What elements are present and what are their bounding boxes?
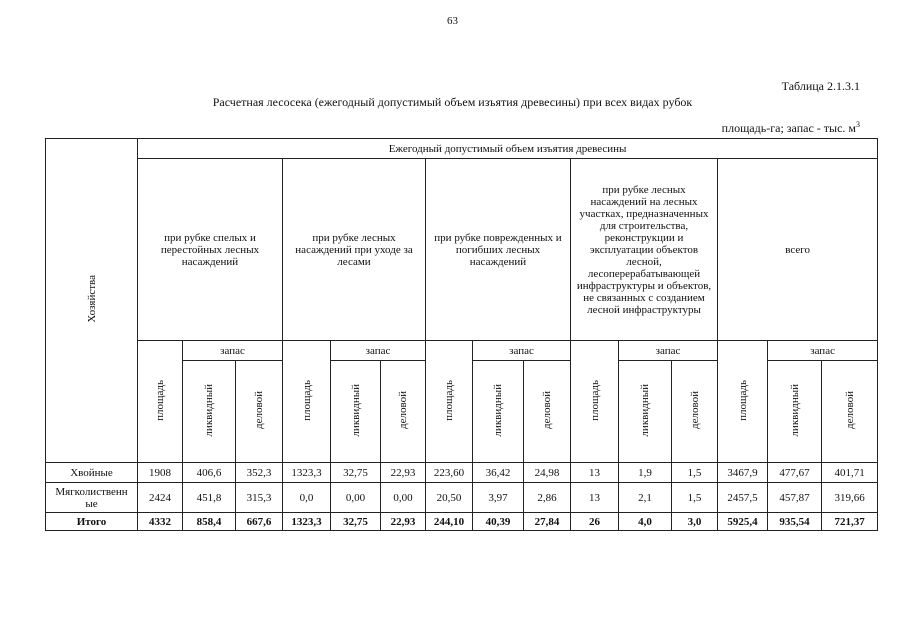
row-name: Мягколиственные <box>46 483 138 513</box>
units-text: площадь-га; запас - тыс. м <box>721 121 856 135</box>
group-header-care: при рубке лесных насаждений при уходе за лесами <box>283 159 426 341</box>
table-cell: 2457,5 <box>718 483 768 513</box>
liquid-header <box>768 361 822 463</box>
business-header <box>672 361 718 463</box>
table-cell: 1908 <box>138 463 183 483</box>
table-cell: 3,97 <box>473 483 524 513</box>
table-cell: 22,93 <box>381 463 426 483</box>
table-cell: 244,10 <box>426 513 473 531</box>
stock-header: запас <box>768 341 878 361</box>
business-header <box>381 361 426 463</box>
liquid-header-text: ликвидный <box>203 383 215 437</box>
business-header-text: деловой <box>397 391 409 429</box>
table-cell: 24,98 <box>524 463 571 483</box>
business-header-text: деловой <box>253 391 265 429</box>
units-note <box>722 120 860 136</box>
area-header <box>138 341 183 463</box>
liquid-header <box>473 361 524 463</box>
table-cell: 721,37 <box>822 513 878 531</box>
table-cell: 223,60 <box>426 463 473 483</box>
table-cell: 4332 <box>138 513 183 531</box>
table-row <box>46 483 878 513</box>
row-name: Хвойные <box>46 463 138 483</box>
table-cell: 13 <box>571 483 619 513</box>
liquid-header-text: ликвидный <box>492 383 504 437</box>
table-cell: 451,8 <box>183 483 236 513</box>
table-cell: 457,87 <box>768 483 822 513</box>
table-label: Таблица 2.1.3.1 <box>781 79 860 93</box>
table-cell: 0,00 <box>381 483 426 513</box>
table-cell: 40,39 <box>473 513 524 531</box>
table-cell: 352,3 <box>236 463 283 483</box>
area-header-text: площадь <box>154 379 166 421</box>
table-cell: 36,42 <box>473 463 524 483</box>
business-header-text: деловой <box>688 391 701 429</box>
liquid-header-text: ликвидный <box>639 383 651 437</box>
business-header <box>524 361 571 463</box>
area-header-text: площадь <box>443 379 455 421</box>
span-title-cell: Ежегодный допустимый объем изъятия древесины <box>138 139 878 159</box>
table-cell: 1,5 <box>672 483 718 513</box>
area-header-text: площадь <box>300 379 313 421</box>
business-header <box>236 361 283 463</box>
table-row <box>46 463 878 483</box>
table-cell: 3467,9 <box>718 463 768 483</box>
group-header-mature: при рубке спелых и перестойных лесных насаждений <box>138 159 283 341</box>
area-header-text: площадь <box>588 379 601 421</box>
table-cell: 27,84 <box>524 513 571 531</box>
units-superscript: 3 <box>856 120 860 129</box>
table-title: Расчетная лесосека (ежегодный допустимый объем изъятия древесины) при всех видах рубок <box>212 95 693 109</box>
area-header <box>718 341 768 463</box>
table-cell: 4,0 <box>619 513 672 531</box>
table-cell: 5925,4 <box>718 513 768 531</box>
table-row <box>46 513 878 531</box>
table-cell: 1323,3 <box>283 463 331 483</box>
table-cell: 477,67 <box>768 463 822 483</box>
table-cell: 2424 <box>138 483 183 513</box>
liquid-header <box>183 361 236 463</box>
area-header <box>283 341 331 463</box>
row-label-header <box>46 139 138 463</box>
harvest-table <box>45 138 878 531</box>
group-header-total: всего <box>718 159 878 341</box>
table-cell: 1,9 <box>619 463 672 483</box>
table-cell: 319,66 <box>822 483 878 513</box>
table-cell: 315,3 <box>236 483 283 513</box>
table-cell: 0,0 <box>283 483 331 513</box>
row-label-text: Хозяйства <box>85 275 98 323</box>
stock-header: запас <box>183 341 283 361</box>
table-cell: 401,71 <box>822 463 878 483</box>
table-cell: 406,6 <box>183 463 236 483</box>
stock-header: запас <box>619 341 718 361</box>
liquid-header <box>331 361 381 463</box>
table-cell: 858,4 <box>183 513 236 531</box>
business-header-text: деловой <box>541 391 553 429</box>
liquid-header-text: ликвидный <box>349 383 362 437</box>
table-cell: 13 <box>571 463 619 483</box>
table-cell: 935,54 <box>768 513 822 531</box>
table-cell: 2,1 <box>619 483 672 513</box>
table-cell: 20,50 <box>426 483 473 513</box>
row-name: Итого <box>46 513 138 531</box>
table-cell: 3,0 <box>672 513 718 531</box>
table-cell: 22,93 <box>381 513 426 531</box>
stock-header: запас <box>331 341 426 361</box>
area-header <box>426 341 473 463</box>
page-number: 63 <box>447 15 458 27</box>
liquid-header-text: ликвидный <box>788 383 801 437</box>
table-cell: 32,75 <box>331 463 381 483</box>
table-cell: 1323,3 <box>283 513 331 531</box>
liquid-header <box>619 361 672 463</box>
table-cell: 0,00 <box>331 483 381 513</box>
table-cell: 32,75 <box>331 513 381 531</box>
group-header-construction: при рубке лесных насаждений на лесных участках, предназначенных для строительства, реконструкции и эксплуатации объектов лесной, лесоперерабатывающей инфраструктуры и объектов, не связанных с созданием лесной инфраструктуры <box>571 159 718 341</box>
table-cell: 1,5 <box>672 463 718 483</box>
table-cell: 667,6 <box>236 513 283 531</box>
table-cell: 26 <box>571 513 619 531</box>
table-cell: 2,86 <box>524 483 571 513</box>
area-header <box>571 341 619 463</box>
area-header-text: площадь <box>736 379 749 421</box>
business-header <box>822 361 878 463</box>
group-header-damaged: при рубке поврежденных и погибших лесных насаждений <box>426 159 571 341</box>
business-header-text: деловой <box>843 391 856 429</box>
stock-header: запас <box>473 341 571 361</box>
